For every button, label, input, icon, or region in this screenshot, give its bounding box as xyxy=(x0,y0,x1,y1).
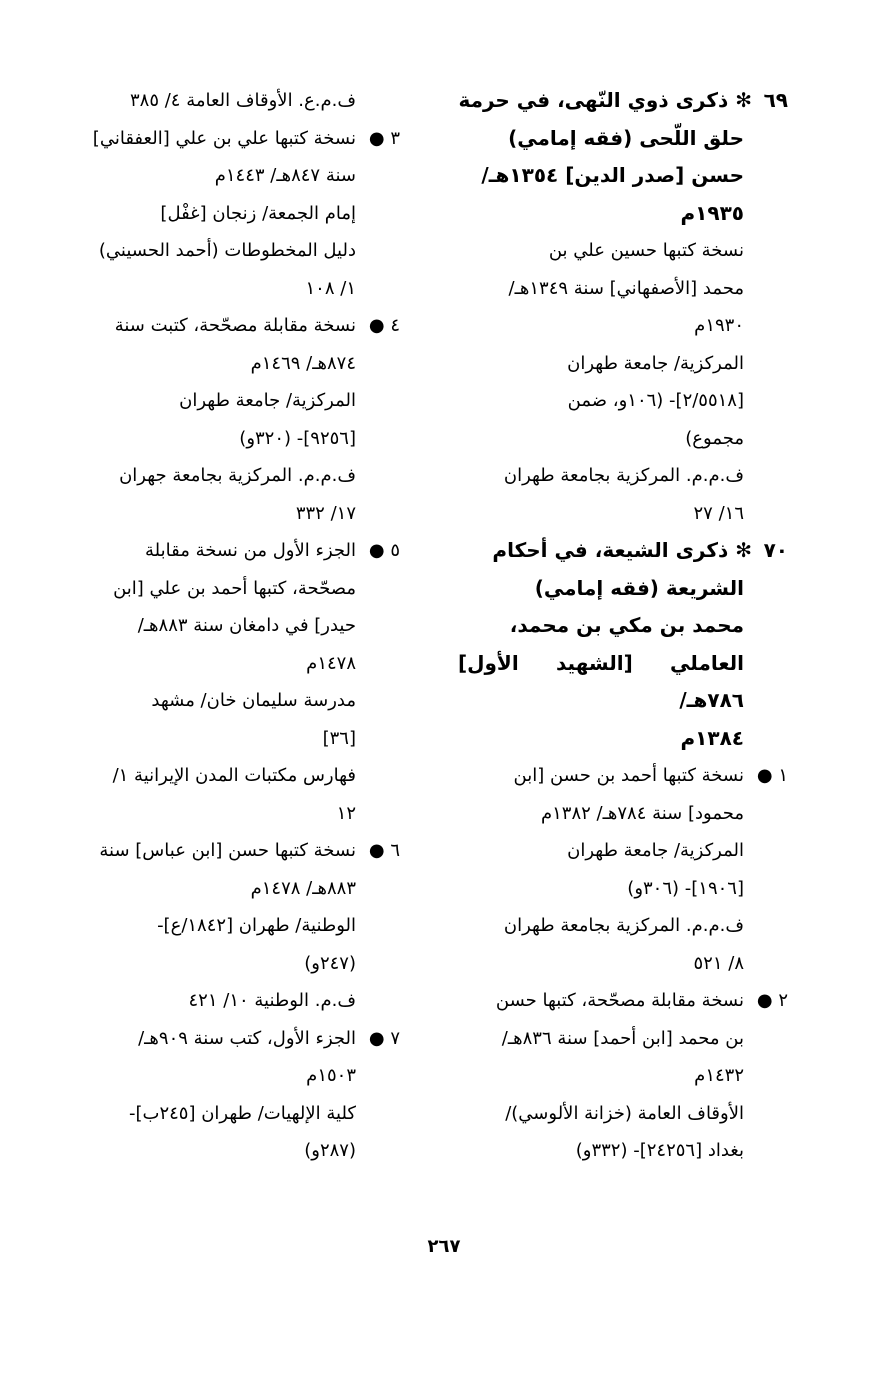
catalogue-ref-line: ف.م.ع. الأوقاف العامة ٤/ ٣٨٥ xyxy=(129,90,356,111)
manuscript-line: نسخة مقابلة مصحّحة، كتبت سنة xyxy=(114,315,356,336)
manuscript-item xyxy=(458,757,788,795)
manuscript-line: نسخة كتبها حسن [ابن عباس] سنة xyxy=(99,840,356,861)
entry-author-line: محمد بن مكي بن محمد، xyxy=(509,613,744,637)
manuscript-item xyxy=(70,532,400,570)
manuscript-line: ١٥٠٣م xyxy=(306,1065,356,1086)
manuscript-item xyxy=(70,120,400,158)
catalogue-ref-line: ٨/ ٥٢١ xyxy=(693,952,744,974)
library-line: مدرسة سليمان خان/ مشهد xyxy=(151,690,356,711)
entry-author-line: ١٣٨٤م xyxy=(680,725,744,750)
manuscript-line: ٨٨٣هـ/ ١٤٧٨م xyxy=(250,877,356,899)
shelfmark-line: [٢/٥٥١٨]- (١٠٦و، ضمن xyxy=(567,390,744,411)
item-number: ٤ xyxy=(390,315,400,336)
item-number: ٢ xyxy=(778,990,788,1011)
bullet-glyph: ● xyxy=(368,840,385,861)
library-line: المركزية/ جامعة طهران xyxy=(179,390,356,411)
bullet-icon xyxy=(356,832,400,870)
item-number: ٥ xyxy=(390,540,400,561)
right-column xyxy=(458,82,788,1170)
catalogue-ref-line: ف.م. الوطنية ١٠/ ٤٢١ xyxy=(188,990,356,1011)
manuscript-line: سنة ٨٤٧هـ/ ١٤٤٣م xyxy=(214,165,356,186)
item-number: ٣ xyxy=(390,127,400,149)
entry-author-line: ١٩٣٥م xyxy=(680,200,744,225)
star-icon: ✻ xyxy=(735,538,752,562)
bullet-glyph: ● xyxy=(368,540,385,561)
catalogue-ref-line: ١٧/ ٣٣٢ xyxy=(295,502,356,524)
catalogue-ref-line: ف.م.م. المركزية بجامعة طهران xyxy=(503,465,744,486)
catalogue-ref-line: ف.م.م. المركزية بجامعة جهران xyxy=(119,465,356,486)
shelfmark-line: (٢٨٧و) xyxy=(304,1140,356,1161)
library-line: الوطنية/ طهران [١٨٤٢/ع]- xyxy=(157,915,356,936)
item-number: ١ xyxy=(778,765,788,786)
manuscript-line: ١٩٣٠م xyxy=(694,315,744,336)
manuscript-line: الجزء الأول من نسخة مقابلة xyxy=(145,540,356,561)
shelfmark-line: [٣٦] xyxy=(322,727,356,749)
bullet-icon xyxy=(356,120,400,158)
manuscript-line: ٨٧٤هـ/ ١٤٦٩م xyxy=(250,352,356,374)
library-line: المركزية/ جامعة طهران xyxy=(567,352,744,374)
manuscript-line: ١٤٧٨م xyxy=(306,652,356,674)
bullet-icon xyxy=(356,532,400,570)
left-column xyxy=(70,82,400,1170)
catalogue-ref-line: ف.م.م. المركزية بجامعة طهران xyxy=(503,915,744,936)
entry-69-title xyxy=(458,82,788,120)
bullet-icon xyxy=(356,307,400,345)
manuscript-line: حيدر] في دامغان سنة ٨٨٣هـ/ xyxy=(137,615,356,636)
bullet-icon xyxy=(744,982,788,1020)
page-number: ٢٦٧ xyxy=(427,1236,461,1257)
catalogue-ref-line: ١/ ١٠٨ xyxy=(305,277,356,299)
entry-title-line: ذكرى ذوي النّهى، في حرمة xyxy=(458,88,729,112)
bullet-glyph: ● xyxy=(756,990,773,1011)
manuscript-line: ١٤٣٢م xyxy=(694,1065,744,1086)
manuscript-item xyxy=(70,307,400,345)
manuscript-line: نسخة كتبها أحمد بن حسن [ابن xyxy=(513,765,744,786)
entry-title-line: ذكرى الشيعة، في أحكام xyxy=(492,538,729,562)
manuscript-line: الجزء الأول، كتب سنة ٩٠٩هـ/ xyxy=(138,1027,356,1049)
manuscript-item xyxy=(70,832,400,870)
shelfmark-line: بغداد [٢٤٢٥٦]- (٣٣٢و) xyxy=(575,1140,744,1161)
bullet-icon xyxy=(744,757,788,795)
star-icon: ✻ xyxy=(735,88,752,112)
shelfmark-line: [١٩٠٦]- (٣٠٦و) xyxy=(627,877,744,899)
entry-title-line: الشريعة (فقه إمامي) xyxy=(534,575,744,600)
entry-number: ٧٠ xyxy=(763,538,788,562)
bullet-glyph: ● xyxy=(368,1027,385,1049)
manuscript-line: نسخة مقابلة مصحّحة، كتبها حسن xyxy=(495,990,744,1011)
entry-70-title xyxy=(458,532,788,570)
item-number: ٧ xyxy=(390,1027,400,1049)
manuscript-line: محمد [الأصفهاني] سنة ١٣٤٩هـ/ xyxy=(508,277,744,299)
catalogue-ref-line: دليل المخطوطات (أحمد الحسيني) xyxy=(98,240,356,261)
entry-author-line: العاملي [الشهيد الأول] ٧٨٦هـ/ xyxy=(458,650,744,712)
bullet-glyph: ● xyxy=(756,765,773,786)
catalogue-ref-line: ١٦/ ٢٧ xyxy=(693,502,744,524)
manuscript-line: محمود] سنة ٧٨٤هـ/ ١٣٨٢م xyxy=(540,802,744,824)
catalogue-ref-line: فهارس مكتبات المدن الإيرانية ١/ xyxy=(112,765,356,786)
shelfmark-line: مجموع) xyxy=(685,427,744,449)
manuscript-line: نسخة كتبها حسين علي بن xyxy=(548,240,744,261)
library-line: الأوقاف العامة (خزانة الألوسي)/ xyxy=(505,1102,744,1124)
bullet-icon xyxy=(356,1020,400,1058)
bullet-glyph: ● xyxy=(368,315,385,336)
shelfmark-line: [٩٢٥٦]- (٣٢٠و) xyxy=(239,427,356,449)
manuscript-line: بن محمد [ابن أحمد] سنة ٨٣٦هـ/ xyxy=(501,1027,744,1049)
manuscript-line: نسخة كتبها علي بن علي [العفقاني] xyxy=(92,127,356,149)
catalogue-ref-line: ١٢ xyxy=(336,802,356,824)
item-number: ٦ xyxy=(390,840,400,861)
bullet-glyph: ● xyxy=(368,127,385,149)
library-line: المركزية/ جامعة طهران xyxy=(567,840,744,861)
shelfmark-line: (٢٤٧و) xyxy=(304,952,356,974)
library-line: كلية الإلهيات/ طهران [٢٤٥ب]- xyxy=(128,1102,356,1124)
entry-number: ٦٩ xyxy=(763,88,788,112)
manuscript-item xyxy=(70,1020,400,1058)
library-line: إمام الجمعة/ زنجان [غفْل] xyxy=(160,202,356,224)
entry-author-line: حسن [صدر الدين] ١٣٥٤هـ/ xyxy=(481,163,744,187)
entry-title-line: حلق اللّحى (فقه إمامي) xyxy=(508,125,744,150)
manuscript-line: مصحّحة، كتبها أحمد بن علي [ابن xyxy=(113,577,356,599)
manuscript-item xyxy=(458,982,788,1020)
